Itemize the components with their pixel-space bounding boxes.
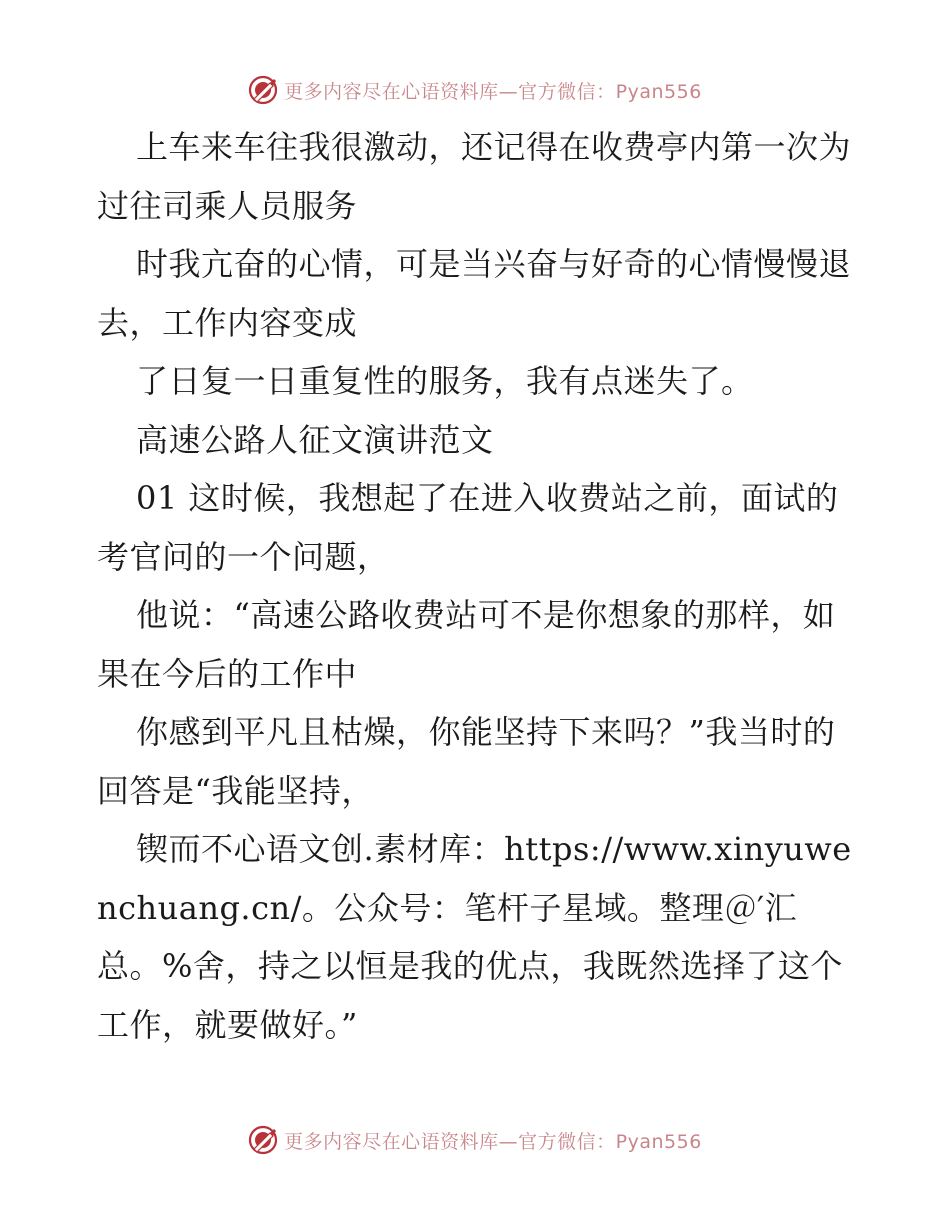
- paragraph-2: 时我亢奋的心情，可是当兴奋与好奇的心情慢慢退去，工作内容变成: [97, 245, 852, 342]
- pen-logo-icon: [248, 1125, 278, 1155]
- footer-banner: [0, 1122, 950, 1158]
- paragraph-7: 锲而不心语文创.素材库：https://www.xinyuwenchuang.cn/。公众号：笔杆子星域。整理＠′汇总。%舍，持之以恒是我的优点，我既然选择了这个工作，就要做好。”: [97, 830, 852, 1044]
- document-body: [97, 118, 857, 1054]
- banner-text: 更多内容尽在心语资料库—官方微信：Pyan556: [284, 80, 702, 103]
- paragraph-5: 他说：“高速公路收费站可不是你想象的那样，如果在今后的工作中: [97, 596, 836, 693]
- paragraph-3: 了日复一日重复性的服务，我有点迷失了。: [136, 362, 754, 400]
- paragraph-1: 上车来车往我很激动，还记得在收费亭内第一次为过往司乘人员服务: [97, 128, 852, 225]
- paragraph-6: 你感到平凡且枯燥，你能坚持下来吗？”我当时的回答是“我能坚持，: [97, 713, 836, 810]
- header-banner: [0, 72, 950, 108]
- section-heading: 高速公路人征文演讲范文: [136, 420, 494, 459]
- banner-text: 更多内容尽在心语资料库—官方微信：Pyan556: [284, 1130, 702, 1153]
- paragraph-4: 01 这时候，我想起了在进入收费站之前，面试的考官问的一个问题，: [97, 479, 839, 576]
- pen-logo-icon: [248, 75, 278, 105]
